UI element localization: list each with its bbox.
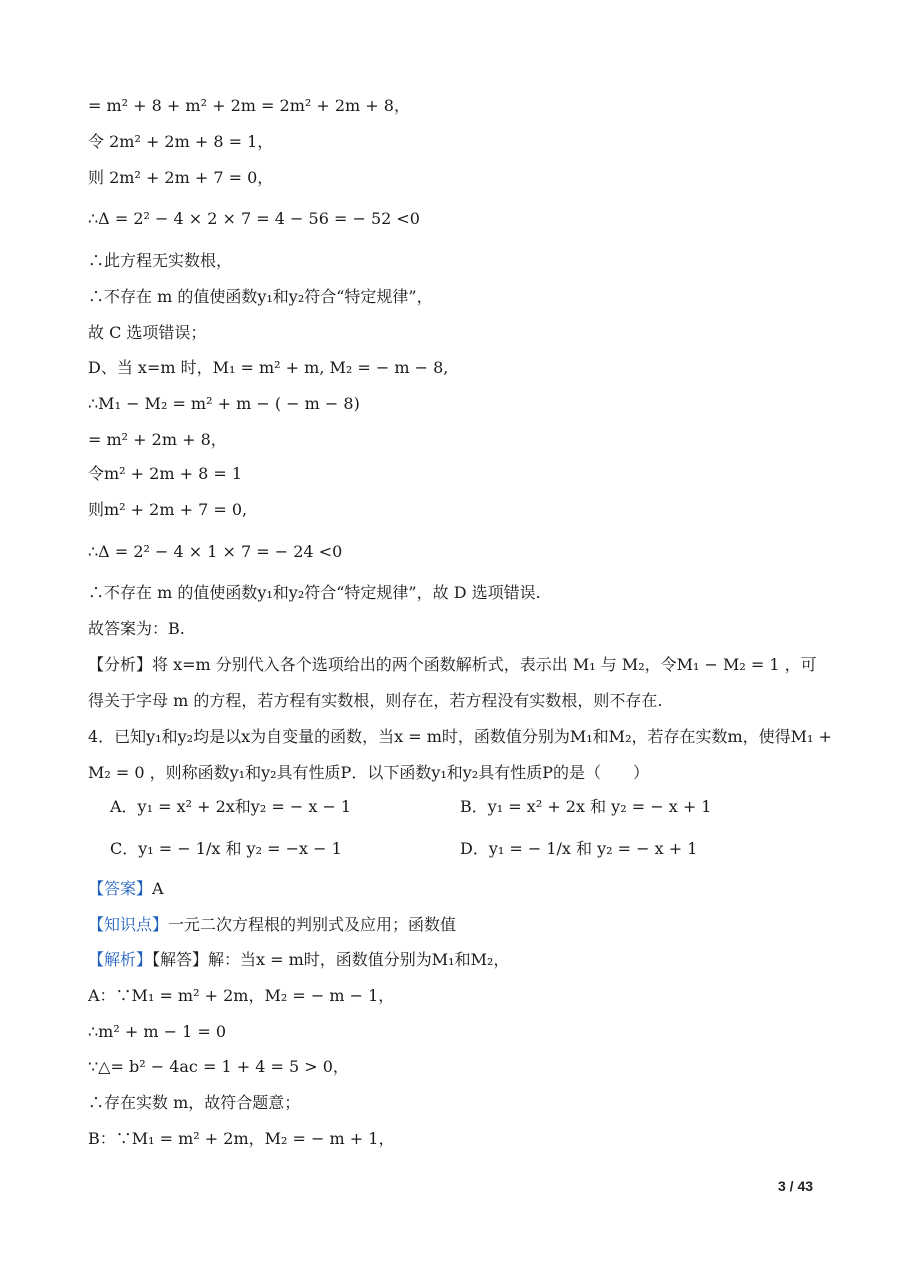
option-d: D．y₁ = − 1/x 和 y₂ = − x + 1 [460, 839, 698, 858]
solution-tag: 【解析】 [88, 950, 153, 969]
text-line: ∴M₁ − M₂ = m² + m − ( − m − 8) [88, 394, 360, 413]
text-line: D、当 x=m 时，M₁ = m² + m, M₂ = − m − 8, [88, 358, 449, 377]
question-stem-line: 4．已知y₁和y₂均是以x为自变量的函数，当x = m时，函数值分别为M₁和M₂，若存在实数m，使得M₁ + [88, 727, 832, 746]
text-line: 则 2m² + 2m + 7 = 0， [88, 168, 274, 187]
text-line: ∴不存在 m 的值使函数y₁和y₂符合“特定规律”，故 D 选项错误. [88, 583, 541, 602]
answer-tag: 【答案】 [88, 879, 153, 898]
knowledge-line [88, 914, 456, 936]
text-line: ∴Δ = 2² − 4 × 2 × 7 = 4 − 56 = − 52 <0 [88, 209, 420, 228]
analysis-summary-line: 得关于字母 m 的方程，若方程有实数根，则存在，若方程没有实数根，则不存在. [88, 691, 663, 710]
knowledge-text: 一元二次方程根的判别式及应用；函数值 [168, 915, 457, 934]
knowledge-tag: 【知识点】 [88, 915, 169, 934]
text-line: 令 2m² + 2m + 8 = 1， [88, 132, 274, 151]
option-a: A．y₁ = x² + 2x和y₂ = − x − 1 [110, 797, 352, 816]
text-line: A：∵M₁ = m² + 2m，M₂ = − m − 1， [88, 986, 395, 1005]
solution-line [88, 949, 509, 971]
text-line: ∵△= b² − 4ac = 1 + 4 = 5 > 0， [88, 1057, 349, 1076]
text-line: ∴存在实数 m，故符合题意； [88, 1093, 301, 1112]
text-line: B：∵M₁ = m² + 2m，M₂ = − m + 1， [88, 1129, 395, 1148]
text-line: = m² + 2m + 8， [88, 430, 227, 449]
option-b: B．y₁ = x² + 2x 和 y₂ = − x + 1 [460, 797, 712, 816]
solution-text: 【解答】解：当x = m时，函数值分别为M₁和M₂， [152, 950, 510, 969]
text-line: ∴此方程无实数根， [88, 251, 233, 270]
text-line: ∴Δ = 2² − 4 × 1 × 7 = − 24 <0 [88, 542, 343, 561]
text-line: 则m² + 2m + 7 = 0, [88, 500, 248, 519]
option-c: C．y₁ = − 1/x 和 y₂ = −x − 1 [110, 839, 342, 858]
text-line: 故 C 选项错误； [88, 323, 207, 342]
page-number: 3 / 43 [778, 1178, 814, 1194]
text-line: 令m² + 2m + 8 = 1 [88, 464, 243, 483]
answer-line [88, 878, 164, 900]
text-line: ∴m² + m − 1 = 0 [88, 1022, 227, 1041]
analysis-summary-line: 【分析】将 x=m 分别代入各个选项给出的两个函数解析式，表示出 M₁ 与 M₂，令M₁ − M₂ = 1 ，可 [88, 655, 817, 674]
text-line: = m² + 8 + m² + 2m = 2m² + 2m + 8， [88, 96, 410, 115]
text-line: 故答案为：B. [88, 619, 185, 638]
answer-value: A [152, 879, 164, 898]
text-line: ∴不存在 m 的值使函数y₁和y₂符合“特定规律”， [88, 287, 433, 306]
question-stem-line: M₂ = 0 ，则称函数y₁和y₂具有性质P．以下函数y₁和y₂具有性质P的是（ ） [88, 763, 649, 782]
